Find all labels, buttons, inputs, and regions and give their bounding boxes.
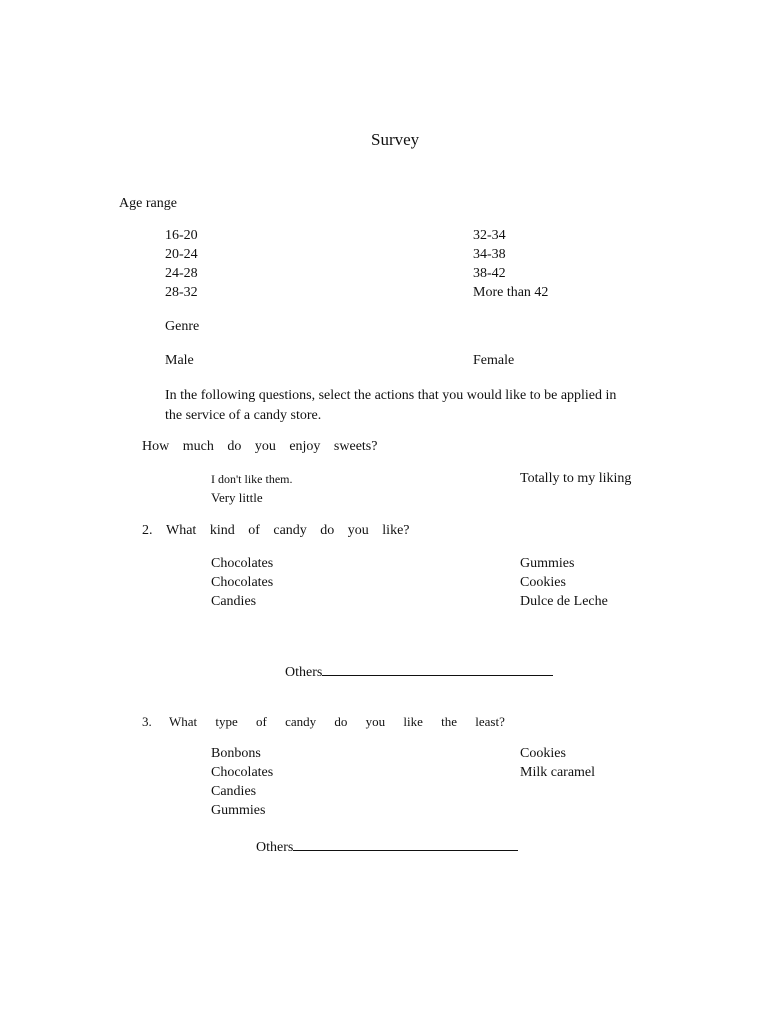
question-2-text: What kind of candy do you like? [166,523,410,538]
question-1-text: How much do you enjoy sweets? [142,439,378,454]
q1-option-totally[interactable]: Totally to my liking [520,471,632,486]
q2-option-dulce-de-leche[interactable]: Dulce de Leche [520,594,608,609]
q2-option-gummies[interactable]: Gummies [520,556,575,571]
q2-option-candies[interactable]: Candies [211,594,257,609]
q3-option-cookies[interactable]: Cookies [520,746,566,761]
age-range-label: Age range [119,196,177,211]
question-2-number: 2. [142,523,153,538]
q3-option-bonbons[interactable]: Bonbons [211,746,261,761]
genre-option-female[interactable]: Female [473,353,515,368]
question-3-number: 3. [142,714,152,729]
age-option-16-20[interactable]: 16-20 [165,228,198,243]
q2-others-field[interactable] [285,661,553,682]
instructions-paragraph: In the following questions, select the actions that you would like to be applied in the service of a candy store. [165,388,617,423]
q3-option-chocolates[interactable]: Chocolates [211,765,274,780]
q2-option-chocolates-1[interactable]: Chocolates [211,556,274,571]
q3-option-gummies[interactable]: Gummies [211,803,266,818]
q3-others-blank-line[interactable] [293,836,518,851]
q3-option-milk-caramel[interactable]: Milk caramel [520,765,596,780]
q1-option-very-little[interactable]: Very little [211,490,263,505]
q3-others-label: Others [256,840,294,855]
genre-option-male[interactable]: Male [165,353,194,368]
age-option-38-42[interactable]: 38-42 [473,266,506,281]
q2-others-blank-line[interactable] [322,661,553,676]
q3-others-field[interactable] [256,836,518,857]
age-option-28-32[interactable]: 28-32 [165,285,198,300]
age-option-20-24[interactable]: 20-24 [165,247,198,262]
age-option-32-34[interactable]: 32-34 [473,228,506,243]
question-3-text: What type of candy do you like the least? [169,714,505,729]
genre-label: Genre [165,319,200,334]
q2-others-label: Others [285,665,323,680]
age-option-34-38[interactable]: 34-38 [473,247,506,262]
q2-option-cookies[interactable]: Cookies [520,575,566,590]
page-title: Survey [371,130,420,149]
q1-option-dont-like[interactable]: I don't like them. [211,472,293,486]
q2-option-chocolates-2[interactable]: Chocolates [211,575,274,590]
age-option-24-28[interactable]: 24-28 [165,266,198,281]
q3-option-candies[interactable]: Candies [211,784,257,799]
age-option-more-than-42[interactable]: More than 42 [473,285,549,300]
